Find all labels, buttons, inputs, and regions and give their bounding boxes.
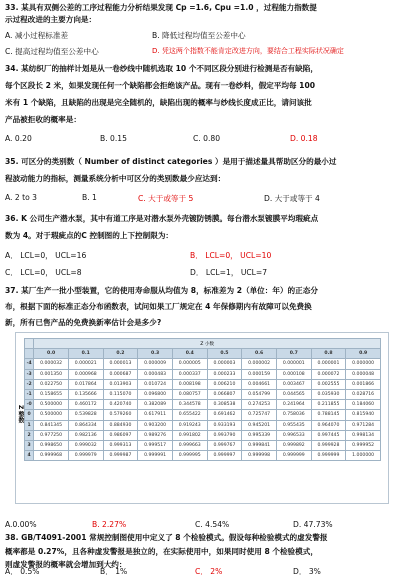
table-cell: 0.066807 (207, 389, 242, 399)
table-cell: 0.158655 (34, 389, 69, 399)
table-cell: 0.999663 (172, 440, 207, 450)
table-cell: 0.982136 (68, 430, 103, 440)
table-cell: 0.989276 (138, 430, 173, 440)
table-cell: 0.999841 (242, 440, 277, 450)
table-cell: 0.999987 (103, 451, 138, 461)
table-cell: 0.758036 (276, 410, 311, 420)
table-cell: 0.998134 (346, 430, 381, 440)
table-cell: 0.539828 (68, 410, 103, 420)
table-cell: 0.344578 (172, 400, 207, 410)
table-row-header: -4 (25, 359, 34, 369)
q36-option-c[interactable]: C． LCL=0， UCL=8 (5, 268, 82, 277)
table-row (25, 410, 381, 420)
table-cell: 0.999767 (207, 440, 242, 450)
table-cell: 0.000968 (68, 369, 103, 379)
table-row-header: -3 (25, 369, 34, 379)
table-cell: 0.884930 (103, 420, 138, 430)
table-col-header: 0.7 (276, 349, 311, 359)
table-cell: 0.017864 (68, 379, 103, 389)
table-row-header: 4 (25, 451, 34, 461)
table-cell: 0.000483 (138, 369, 173, 379)
table-row (25, 359, 381, 369)
table-col-header: 0.0 (34, 349, 69, 359)
table-row-header: 1 (25, 420, 34, 430)
table-cell: 0.001350 (34, 369, 69, 379)
table-cell: 0.993790 (207, 430, 242, 440)
q35-stem-line1: 35. 可区分的类别数（ Number of distinct categories ）是用于描述量具帮助区分的最小过 (5, 157, 337, 166)
table-cell: 0.999313 (103, 440, 138, 450)
q37-stem-line3: 新，所有已售产品的免费换新率估计会是多少? (5, 318, 162, 327)
table-title: Z 小数 (34, 339, 381, 349)
table-cell: 0.010724 (138, 379, 173, 389)
table-cell: 0.000005 (172, 359, 207, 369)
table-cell: 0.002555 (311, 379, 346, 389)
table-row (25, 440, 381, 450)
q35-option-b[interactable]: B. 1 (82, 193, 97, 202)
table-row (25, 379, 381, 389)
table-cell: 0.008198 (172, 379, 207, 389)
table-cell: 0.919243 (172, 420, 207, 430)
q34-stem-line1: 34. 某纺织厂的抽样计划是从一卷纱线中随机选取 10 个不同区段分别进行检测是否有缺陷， (5, 64, 318, 73)
q34-option-a[interactable]: A. 0.20 (5, 134, 32, 143)
q33-option-c[interactable]: C. 提高过程均值至公差中心 (5, 47, 99, 56)
q38-option-b[interactable]: B． 1% (100, 567, 128, 576)
table-cell: 0.028716 (346, 389, 381, 399)
table-cell: 0.500000 (34, 410, 69, 420)
table-cell: 0.420740 (103, 400, 138, 410)
table-cell: 0.933193 (207, 420, 242, 430)
table-cell: 0.044565 (276, 389, 311, 399)
q37-option-c[interactable]: C. 4.54% (195, 520, 230, 529)
table-cell: 0.998650 (34, 440, 69, 450)
q34-option-d[interactable]: D. 0.18 (290, 134, 318, 143)
table-cell: 0.999991 (138, 451, 173, 461)
q35-option-c[interactable]: C. 大于或等于 5 (138, 194, 194, 203)
table-cell: 0.996533 (276, 430, 311, 440)
table-cell: 0.500000 (34, 400, 69, 410)
q35-option-d[interactable]: D. 大于或等于 4 (264, 194, 320, 203)
table-cell: 0.000337 (172, 369, 207, 379)
q33-option-b[interactable]: B. 降低过程均值至公差中心 (152, 31, 246, 40)
table-row-header: 0 (25, 410, 34, 420)
table-cell: 0.000233 (207, 369, 242, 379)
q35-stem-line2: 程波动能力的指标，测量系统分析中可区分的类别数最少应达到： (5, 174, 226, 183)
table-col-header: 0.5 (207, 349, 242, 359)
table-cell: 0.617911 (138, 410, 173, 420)
table-cell: 0.579260 (103, 410, 138, 420)
table-cell: 0.001866 (346, 379, 381, 389)
table-cell: 0.995339 (242, 430, 277, 440)
table-cell: 0.000013 (103, 359, 138, 369)
table-cell: 0.971284 (346, 420, 381, 430)
table-cell: 0.788145 (311, 410, 346, 420)
table-cell: 0.999892 (276, 440, 311, 450)
table-col-header: 0.8 (311, 349, 346, 359)
table-cell: 0.460172 (68, 400, 103, 410)
table-cell: 0.999999 (276, 451, 311, 461)
table-cell: 0.691462 (207, 410, 242, 420)
table-row (25, 420, 381, 430)
z-integer-axis-label: Z 整数 (17, 405, 24, 424)
table-cell: 0.035930 (311, 389, 346, 399)
table-cell: 0.999968 (34, 451, 69, 461)
table-cell: 0.000000 (346, 359, 381, 369)
table-cell: 0.864334 (68, 420, 103, 430)
table-cell: 0.945201 (242, 420, 277, 430)
q38-option-d[interactable]: D． 3% (293, 567, 321, 576)
table-row-header: 2 (25, 430, 34, 440)
table-cell: 0.964070 (311, 420, 346, 430)
table-col-header: 0.2 (103, 349, 138, 359)
table-cell: 0.211855 (311, 400, 346, 410)
q36-option-d[interactable]: D． LCL=1， UCL=7 (190, 268, 268, 277)
q36-option-a[interactable]: A． LCL=0， UCL=16 (5, 251, 87, 260)
q37-option-b[interactable]: B. 2.27% (92, 520, 127, 529)
table-cell: 0.135666 (68, 389, 103, 399)
q38-option-c[interactable]: C． 2% (195, 567, 223, 576)
q34-option-b[interactable]: B. 0.15 (100, 134, 127, 143)
table-cell: 0.997445 (311, 430, 346, 440)
table-row-header: -2 (25, 379, 34, 389)
table-cell: 0.725747 (242, 410, 277, 420)
q34-option-c[interactable]: C. 0.80 (193, 134, 221, 143)
table-col-header: 0.3 (138, 349, 173, 359)
table-col-header: 0.1 (68, 349, 103, 359)
table-row (25, 369, 381, 379)
table-cell: 0.382089 (138, 400, 173, 410)
table-cell: 0.000687 (103, 369, 138, 379)
q37-stem-line1: 37. 某厂生产一批小型装置，它的使用寿命服从均值为 8，标准差为 2（单位：年）的正态分 (5, 286, 318, 295)
q34-stem-line4: 产品被拒收的概率是： (5, 115, 81, 124)
q35-option-a[interactable]: A. 2 to 3 (5, 193, 38, 202)
table-cell: 0.274253 (242, 400, 277, 410)
q38-stem-line3: 则虚发警报的概率就会增加到大约： (5, 560, 127, 569)
table-corner-2 (25, 349, 34, 359)
q37-option-d[interactable]: D. 47.73% (293, 520, 333, 529)
table-cell: 0.004661 (242, 379, 277, 389)
q36-stem-line1: 36. K 公司生产潜水泵，其中有道工序是对潜水泵外壳镀防锈膜。每台潜水泵镀膜平均瑕疵点 (5, 214, 319, 223)
table-cell: 0.006210 (207, 379, 242, 389)
table-cell: 0.000003 (207, 359, 242, 369)
table-row (25, 430, 381, 440)
table-cell: 0.999928 (311, 440, 346, 450)
table-col-header: 0.4 (172, 349, 207, 359)
table-cell: 0.241964 (276, 400, 311, 410)
q33-stem-line2: 示过程改进的主要方向是： (5, 15, 97, 24)
table-cell: 0.977250 (34, 430, 69, 440)
q37-option-a[interactable]: A.0.00% (5, 520, 37, 529)
table-cell: 0.000072 (311, 369, 346, 379)
table-cell: 0.999998 (242, 451, 277, 461)
table-cell: 0.999995 (172, 451, 207, 461)
table-cell: 0.991802 (172, 430, 207, 440)
table-cell: 0.080757 (172, 389, 207, 399)
table-row (25, 389, 381, 399)
table-row-header: 3 (25, 440, 34, 450)
table-row (25, 451, 381, 461)
table-cell: 0.022750 (34, 379, 69, 389)
q38-stem-line2: 概率都是 0.27%，且各种虚发警报是独立的，在实际使用中，如果同时使用 8 个检验模式， (5, 547, 318, 556)
q37-stem-line2: 布，根据下面的标准正态分布函数表，试问如果工厂规定在 4 年保修期内有故障可以免费换 (5, 302, 312, 311)
table-cell: 0.955435 (276, 420, 311, 430)
table-cell: 0.000001 (311, 359, 346, 369)
q33-option-d[interactable]: D. 凭这两个指数不能肯定改进方向，要结合工程实际状况确定 (152, 47, 344, 55)
table-col-header: 0.6 (242, 349, 277, 359)
table-cell: 0.115070 (103, 389, 138, 399)
q33-stem-line1: 33. 某具有双侧公差的工序过程能力分析结果发现 Cp =1.6, Cpu =1.0 ，过程能力指数提 (5, 3, 317, 12)
q36-option-b[interactable]: B． LCL=0， UCL=10 (190, 251, 272, 260)
table-cell: 0.999979 (68, 451, 103, 461)
table-cell: 0.999032 (68, 440, 103, 450)
table-cell: 0.999517 (138, 440, 173, 450)
q34-stem-line2: 每个区段长 2 米，如果发现任何一个缺陷都会拒绝该产品。现有一卷纱料，假定平均每 100 (5, 81, 316, 90)
q34-stem-line3: 米有 1 个缺陷，且缺陷的出现是完全随机的，缺陷出现的概率与纱线长度成正比，请问该批 (5, 98, 312, 107)
table-cell: 0.000032 (34, 359, 69, 369)
table-cell: 1.000000 (346, 451, 381, 461)
table-cell: 0.841345 (34, 420, 69, 430)
q33-option-a[interactable]: A. 减小过程标准差 (5, 31, 69, 40)
table-cell: 0.000002 (242, 359, 277, 369)
table-cell: 0.000159 (242, 369, 277, 379)
table-cell: 0.815940 (346, 410, 381, 420)
table-cell: 0.655422 (172, 410, 207, 420)
table-corner (25, 339, 34, 349)
table-cell: 0.096800 (138, 389, 173, 399)
table-cell: 0.000048 (346, 369, 381, 379)
table-row-header: -0 (25, 400, 34, 410)
table-cell: 0.999997 (207, 451, 242, 461)
table-col-header: 0.9 (346, 349, 381, 359)
table-cell: 0.308538 (207, 400, 242, 410)
table-row (25, 400, 381, 410)
table-cell: 0.000009 (138, 359, 173, 369)
table-cell: 0.000108 (276, 369, 311, 379)
table-cell: 0.903200 (138, 420, 173, 430)
table-cell: 0.999952 (346, 440, 381, 450)
q38-stem-line1: 38. GB/T4091-2001 常规控制图使用中定义了 8 个检验模式。假设每种检验模式的虚发警报 (5, 533, 328, 542)
q36-stem-line2: 数为 4。对于瑕疵点的C 控制图的上下控制限为： (5, 231, 174, 240)
q38-option-a-visible[interactable]: A． 0.5% (5, 567, 40, 576)
table-cell: 0.013903 (103, 379, 138, 389)
table-cell: 0.986097 (103, 430, 138, 440)
table-cell: 0.999999 (311, 451, 346, 461)
table-cell: 0.003467 (276, 379, 311, 389)
standard-normal-table (24, 338, 381, 461)
table-cell: 0.054799 (242, 389, 277, 399)
table-row-header: -1 (25, 389, 34, 399)
table-cell: 0.000021 (68, 359, 103, 369)
q38-options-row (0, 562, 402, 576)
table-cell: 0.000001 (276, 359, 311, 369)
table-cell: 0.184060 (346, 400, 381, 410)
